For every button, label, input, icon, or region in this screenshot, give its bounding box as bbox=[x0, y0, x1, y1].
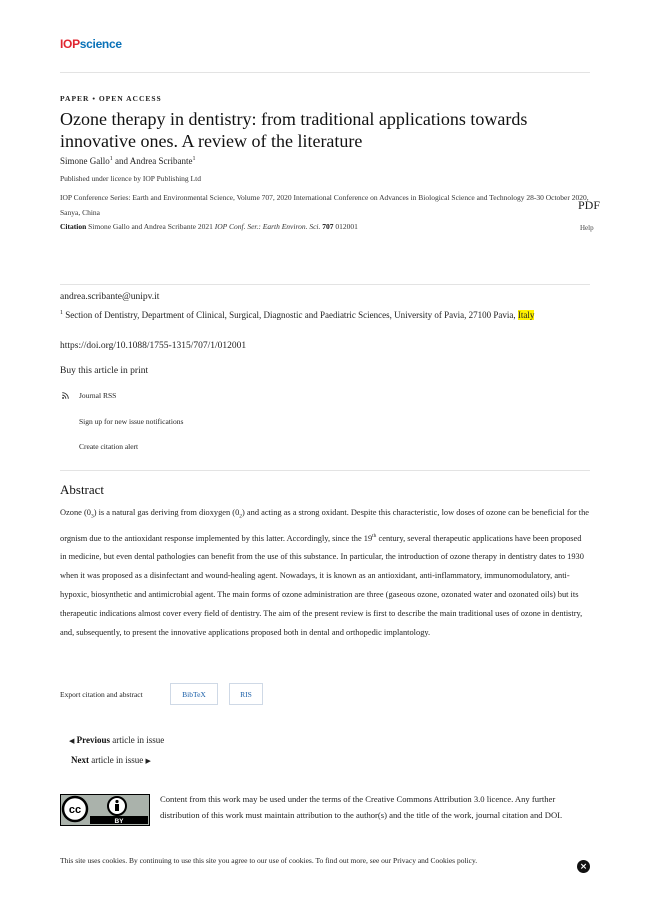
iopscience-logo[interactable]: IOPscience bbox=[60, 37, 122, 51]
caret-right-icon: ▶ bbox=[145, 757, 151, 765]
svg-text:cc: cc bbox=[68, 804, 82, 816]
abstract-text: Ozone $(0_3)$ is a natural gas deriving from dioxygen $(0_2)$ and acting as a strong oxidant. Despite this characteristic, low doses of ozone can be beneficial for the orgnism due to the antioxidant response implemented by this latter. Accordingly, since the 19th century, several therapeutic applications have been proposed in medicine, but even dental pathologies can benefit from the use of this substance. In particular, the introduction of ozone therapy in dentistry dates to 1930 when it was proposed as a disinfectant and wound-healing agent. Nowadays, it is known as an antioxidant, anti-inflammatory, immunomodulatory, anti-hypoxic, biosynthetic and antimicrobial agent. The main forms of ozone administration are three (gaseous ozone, ozonated water and ozonated oils) but its therapeutic indications almost cover every field of dentistry. The aim of the present review is first to describe the main traditional uses of ozone in dentistry, and, subsequently, to present the innovative applications proposed both in dental and orthopedic implantology. bbox=[60, 508, 590, 638]
license-text: Content from this work may be used under the terms of the Creative Commons Attribution 3.0 licence. Any further distribution of this work must maintain attribution to the author(s) and the title of the work, journal citation and DOI. bbox=[160, 794, 563, 820]
article-type-label: PAPER • OPEN ACCESS bbox=[60, 94, 162, 103]
rss-icon bbox=[62, 392, 69, 399]
svg-text:BY: BY bbox=[114, 818, 124, 825]
meta-divider bbox=[60, 284, 590, 285]
cookie-notice: This site uses cookies. By continuing to use this site you agree to our use of cookies. To find out more, see our Privacy and Cookies policy. bbox=[60, 856, 478, 865]
doi-link[interactable]: https://doi.org/10.1088/1755-1315/707/1/012001 bbox=[60, 341, 247, 351]
help-link[interactable]: Help bbox=[580, 224, 594, 232]
publisher-line: Published under licence by IOP Publishing Ltd bbox=[60, 174, 201, 183]
abstract-heading: Abstract bbox=[60, 482, 105, 497]
header-divider bbox=[60, 72, 590, 73]
author-email[interactable]: andrea.scribante@unipv.it bbox=[60, 292, 160, 302]
cc-by-license-badge[interactable] bbox=[60, 794, 150, 826]
previous-article-link[interactable]: ◀ Previous article in issue bbox=[69, 735, 165, 745]
issue-notifications-link[interactable]: Sign up for new issue notifications bbox=[79, 417, 184, 426]
bibtex-button[interactable]: BibTeX bbox=[170, 683, 218, 705]
affiliation: $^1$ Section of Dentistry, Department of Clinical, Surgical, Diagnostic and Paediatric Sciences, University of Pavia, 27100 Pavia, Italy bbox=[60, 310, 535, 320]
ris-button[interactable]: RIS bbox=[229, 683, 263, 705]
highlighted-text: Italy bbox=[517, 310, 535, 320]
author-link[interactable]: Simone Gallo bbox=[60, 156, 110, 166]
export-label: Export citation and abstract bbox=[60, 690, 143, 699]
next-article-link[interactable]: Next article in issue ▶ bbox=[71, 755, 151, 765]
caret-left-icon: ◀ bbox=[69, 737, 75, 745]
close-icon[interactable]: × bbox=[577, 860, 590, 873]
abstract-divider bbox=[60, 470, 590, 471]
buy-print-link[interactable]: Buy this article in print bbox=[60, 366, 149, 376]
pdf-download-link[interactable]: PDF bbox=[578, 198, 601, 212]
citation-line: Citation Simone Gallo and Andrea Scribante 2021 IOP Conf. Ser.: Earth Environ. Sci. 707 012001 bbox=[60, 222, 358, 231]
citation-alert-link[interactable]: Create citation alert bbox=[79, 442, 139, 451]
conference-line[interactable]: IOP Conference Series: Earth and Environmental Science, Volume 707, 2020 International Conference on Advances in Biological Science and Technology 28-30 October 2020, Sanya, China bbox=[60, 193, 589, 217]
author-list: Simone Gallo$^1$ and Andrea Scribante$^1$ bbox=[60, 156, 196, 166]
article-title: Ozone therapy in dentistry: from traditional applications towards innovative ones. A review of the literature bbox=[60, 109, 528, 151]
author-link[interactable]: Andrea Scribante bbox=[129, 156, 193, 166]
journal-rss-link[interactable]: Journal RSS bbox=[62, 391, 116, 400]
